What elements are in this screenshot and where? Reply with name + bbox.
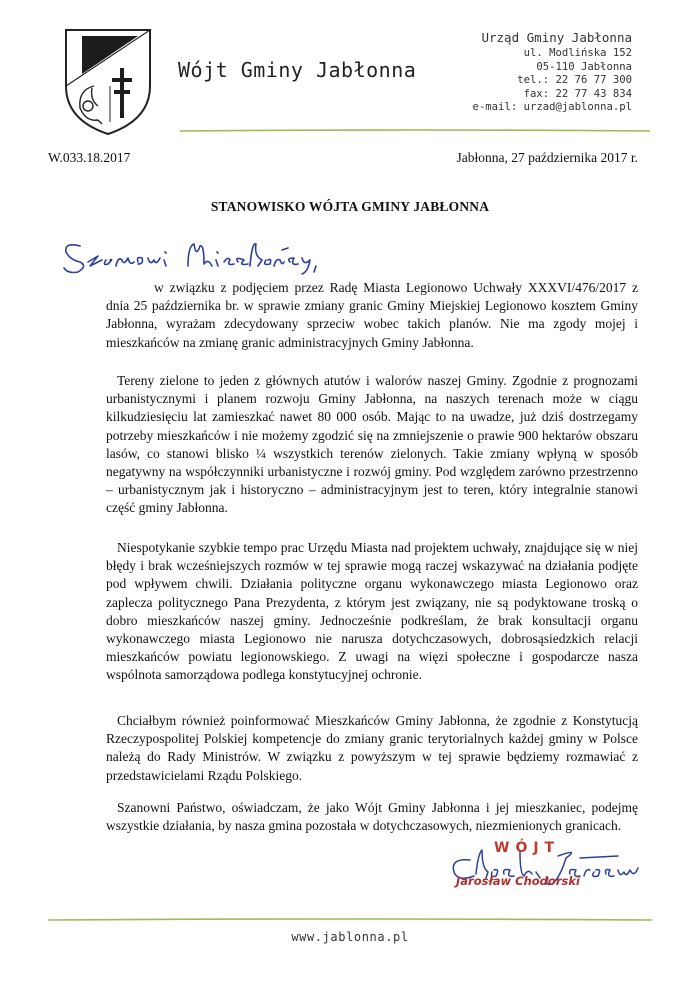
contact-block [473,30,632,115]
footer-website[interactable]: www.jablonna.pl [291,930,409,944]
office-email: e-mail: urzad@jablonna.pl [472,101,632,113]
reference-number: W.033.18.2017 [48,150,131,165]
stamp-title: WÓJT [494,840,561,856]
office-phone: tel.: 22 76 77 300 [517,74,632,86]
paragraph-5-text: Szanowni Państwo, oświadczam, że jako Wójt Gminy Jabłonna i jej mieszkaniec, podejmę wszystkie działania, by nasza gmina pozostała w dotychczasowych, niezmienionych granicach. [106,800,638,834]
place-date: Jabłonna, 27 października 2017 r. [456,150,638,165]
office-postal: 05-110 Jabłonna [536,60,632,73]
paragraph-3-text: Niespotykanie szybkie tempo prac Urzędu Miasta nad projektem uchwały, znajdujące się w niej błędy i brak wcześniejszych rozmów w tej sprawie mogą raczej wskazywać na działania podjęte pod wpływem chwili. Działania polityczne organu wykonawczego miasta Legionowo oraz zaplecza politycznego Pana Prezydenta, z którym jest związany, nie są podyktowane troską o dobro mieszkańców naszej gminy. Jednocześnie podkreślam, że brak konsultacji organu wykonawczego miasta Legionowo nie narusza dotychczasowych, dobrosąsiedzkich relacji mieszkańców powiatu legionowskiego. Z uwagi na więzi społeczne i gospodarcze nasza wspólnota samorządowa podlega konstytucyjnej ochronie. [106,540,638,683]
paragraph-3 [106,539,638,685]
paragraph-2 [106,372,638,518]
stamp-name: Jarosław Chodorski [456,874,580,888]
paragraph-1-text: w związku z podjęciem przez Radę Miasta Legionowo Uchwały XXXVI/476/2017 z dnia 25 października br. w sprawie zmiany granic Gminy Miejskiej Legionowo kosztem Gminy Jabłonna, wyrażam zdecydowany sprzeciw wobec takich planów. Nie ma zgody mojej i mieszkańców na zmianę granic administracyjnych Gminy Jabłonna. [106,280,638,350]
letterhead-title: Wójt Gminy Jabłonna [178,58,417,82]
paragraph-4 [106,712,638,785]
office-name: Urząd Gminy Jabłonna [481,30,632,45]
office-street: ul. Modlińska 152 [523,47,632,59]
paragraph-5 [106,799,638,835]
paragraph-4-text: Chciałbym również poinformować Mieszkańców Gminy Jabłonna, że zgodnie z Konstytucją Rzeczypospolitej Polskiej kompetencje do zmiany granic terytorialnych każdej gminy w Polsce należą do Rady Ministrów. W związku z powyższym w tej sprawie będziemy rozmawiać z przedstawicielami Rządu Polskiego. [106,713,638,783]
coat-of-arms-icon [62,26,154,138]
paragraph-1 [106,279,638,352]
paragraph-2-text: Tereny zielone to jeden z głównych atutów i walorów naszej Gminy. Zgodnie z prognozami urbanistycznymi i planem rozwoju Gminy Jabłonna, na naszych terenach może w ciągu kilkudziesięciu lat zamieszkać nawet 80 000 osób. Mając to na uwadze, już dziś dostrzegamy potrzeby mieszkańców i nie możemy zgodzić się na zmniejszenie o prawie 900 hektarów obszaru lasów, co stanowi blisko ¼ wszystkich terenów zielonych. Takie zmiany wpłyną w sposób negatywny na współczynniki urbanistyczne i rozwój gminy. Pod względem zarówno przestrzenno – urbanistycznym jak i historyczno – administracyjnym jest to teren, który integralnie stanowi część gminy Jabłonna. [106,373,638,516]
header-divider [180,128,650,134]
handwritten-signature [440,838,660,898]
office-fax: fax: 22 77 43 834 [523,87,632,100]
handwritten-salutation [58,232,358,276]
footer-divider [48,917,652,923]
document-heading: STANOWISKO WÓJTA GMINY JABŁONNA [210,199,490,214]
